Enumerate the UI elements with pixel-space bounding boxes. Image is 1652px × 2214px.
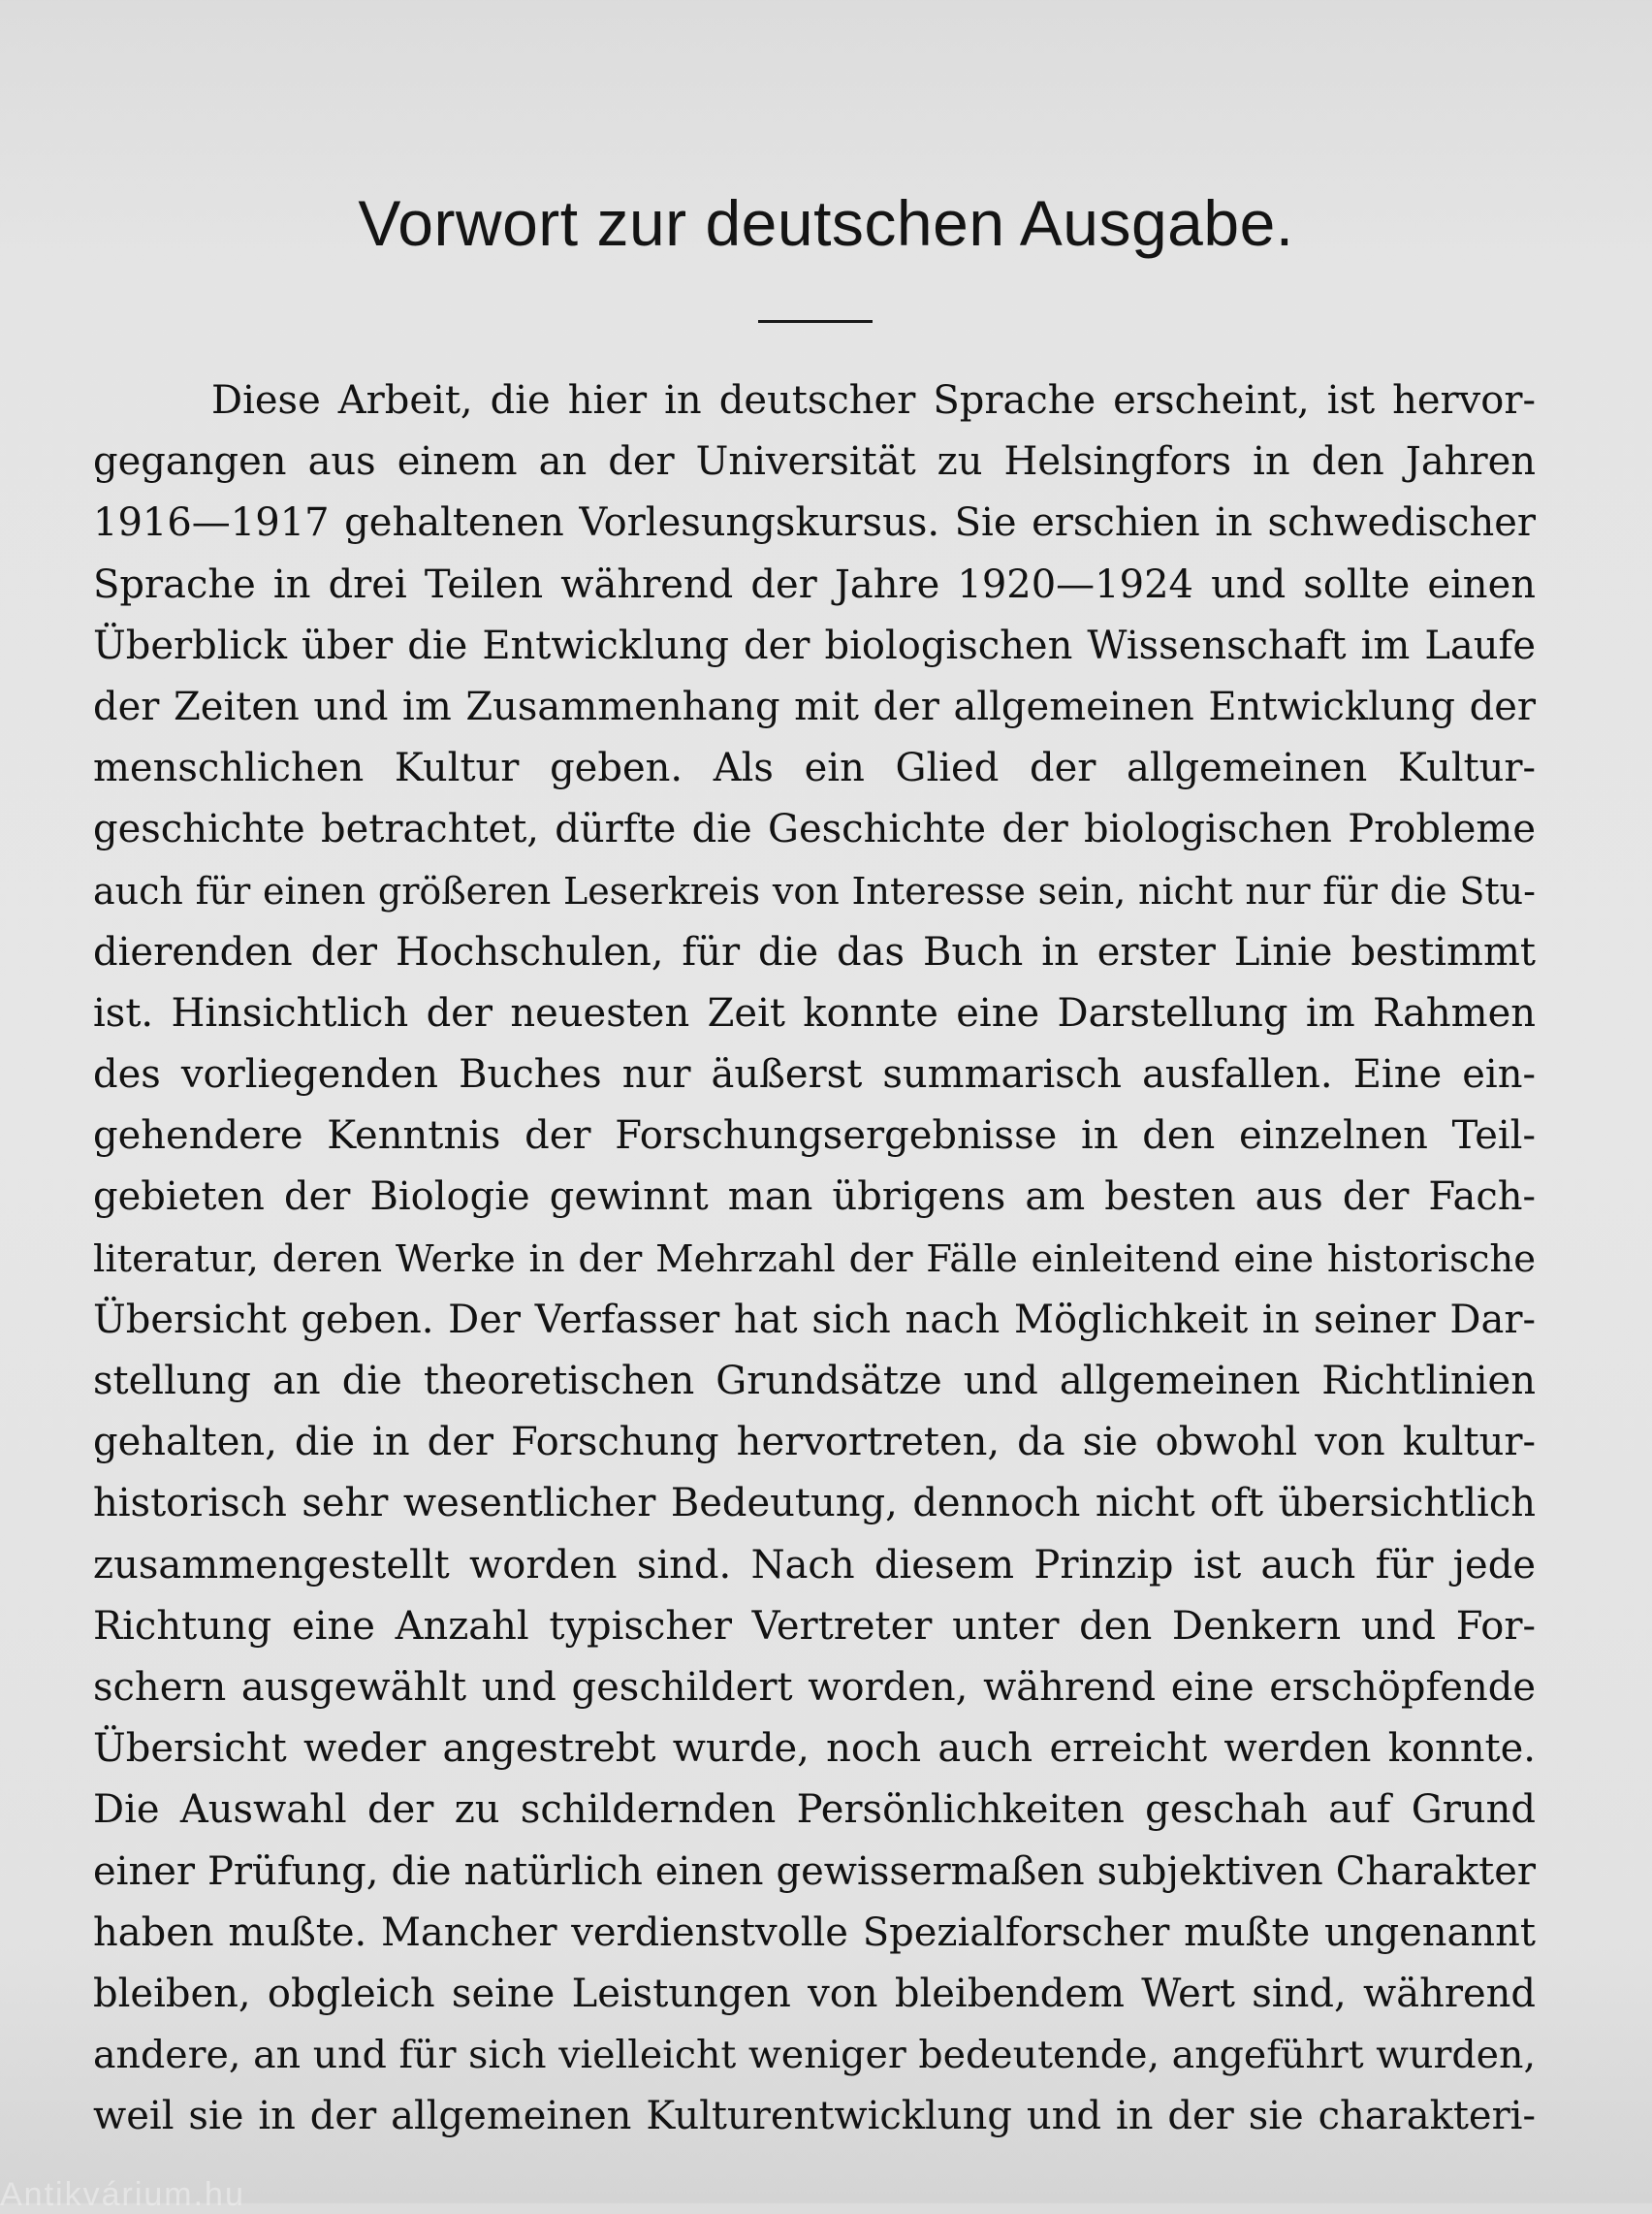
text-line: stellung an die theoretischen Grundsätze und allgemeinen Richtlinien — [93, 1359, 1536, 1403]
text-line: Diese Arbeit, die hier in deutscher Sprache erscheint, ist hervor- — [211, 378, 1536, 423]
title-divider — [758, 320, 873, 323]
text-line: schern ausgewählt und geschildert worden, während eine erschöpfende — [93, 1664, 1536, 1710]
text-line: 1916—1917 gehaltenen Vorlesungskursus. Sie erschien in schwedischer — [93, 500, 1536, 546]
text-line: gehendere Kenntnis der Forschungsergebnisse in den einzelnen Teil- — [93, 1113, 1536, 1159]
text-line: Die Auswahl der zu schildernden Persönlichkeiten geschah auf Grund — [93, 1787, 1536, 1833]
text-line: Überblick über die Entwicklung der biologischen Wissenschaft im Laufe — [93, 623, 1536, 668]
text-line: haben mußte. Mancher verdienstvolle Spezialforscher mußte ungenannt — [93, 1909, 1536, 1955]
text-line: gegangen aus einem an der Universität zu Helsingfors in den Jahren — [93, 439, 1536, 485]
text-line: Richtung eine Anzahl typischer Vertreter unter den Denkern und For- — [93, 1603, 1536, 1649]
text-line: literatur, deren Werke in der Mehrzahl der Fälle einleitend eine historische — [93, 1236, 1536, 1281]
text-line: gehalten, die in der Forschung hervortreten, da sie obwohl von kultur- — [93, 1420, 1536, 1465]
text-line: historisch sehr wesentlicher Bedeutung, dennoch nicht oft übersichtlich — [93, 1481, 1536, 1526]
text-line: des vorliegenden Buches nur äußerst summarisch ausfallen. Eine ein- — [93, 1052, 1536, 1098]
text-line: bleiben, obgleich seine Leistungen von bleibendem Wert sind, während — [93, 1971, 1536, 2016]
text-line: der Zeiten und im Zusammenhang mit der allgemeinen Entwicklung der — [93, 684, 1536, 729]
text-line: einer Prüfung, die natürlich einen gewissermaßen subjektiven Charakter — [93, 1848, 1536, 1894]
preface-body — [93, 370, 1536, 2147]
text-line: zusammengestellt worden sind. Nach diesem Prinzip ist auch für jede — [93, 1542, 1536, 1588]
text-line: Übersicht weder angestrebt wurde, noch auch erreicht werden konnte. — [93, 1726, 1536, 1772]
text-line: dierenden der Hochschulen, für die das Buch in erster Linie bestimmt — [93, 929, 1536, 975]
text-line: gebieten der Biologie gewinnt man übrigens am besten aus der Fach- — [93, 1174, 1536, 1220]
text-line: andere, an und für sich vielleicht weniger bedeutende, angeführt wurden, — [93, 2033, 1536, 2078]
text-line: ist. Hinsichtlich der neuesten Zeit konnte eine Darstellung im Rahmen — [93, 990, 1536, 1036]
text-line: Übersicht geben. Der Verfasser hat sich nach Möglichkeit in seiner Dar- — [93, 1297, 1536, 1342]
text-line: Sprache in drei Teilen während der Jahre 1920—1924 und sollte einen — [93, 562, 1536, 607]
watermark: Antikvárium.hu — [0, 2176, 245, 2213]
text-line: geschichte betrachtet, dürfte die Geschichte der biologischen Probleme — [93, 807, 1536, 852]
text-line: weil sie in der allgemeinen Kulturentwicklung und in der sie charakteri- — [93, 2094, 1536, 2139]
text-line: auch für einen größeren Leserkreis von Interesse sein, nicht nur für die Stu- — [93, 869, 1536, 913]
page-title: Vorwort zur deutschen Ausgabe. — [358, 187, 1294, 259]
text-line: menschlichen Kultur geben. Als ein Glied der allgemeinen Kultur- — [93, 746, 1536, 791]
